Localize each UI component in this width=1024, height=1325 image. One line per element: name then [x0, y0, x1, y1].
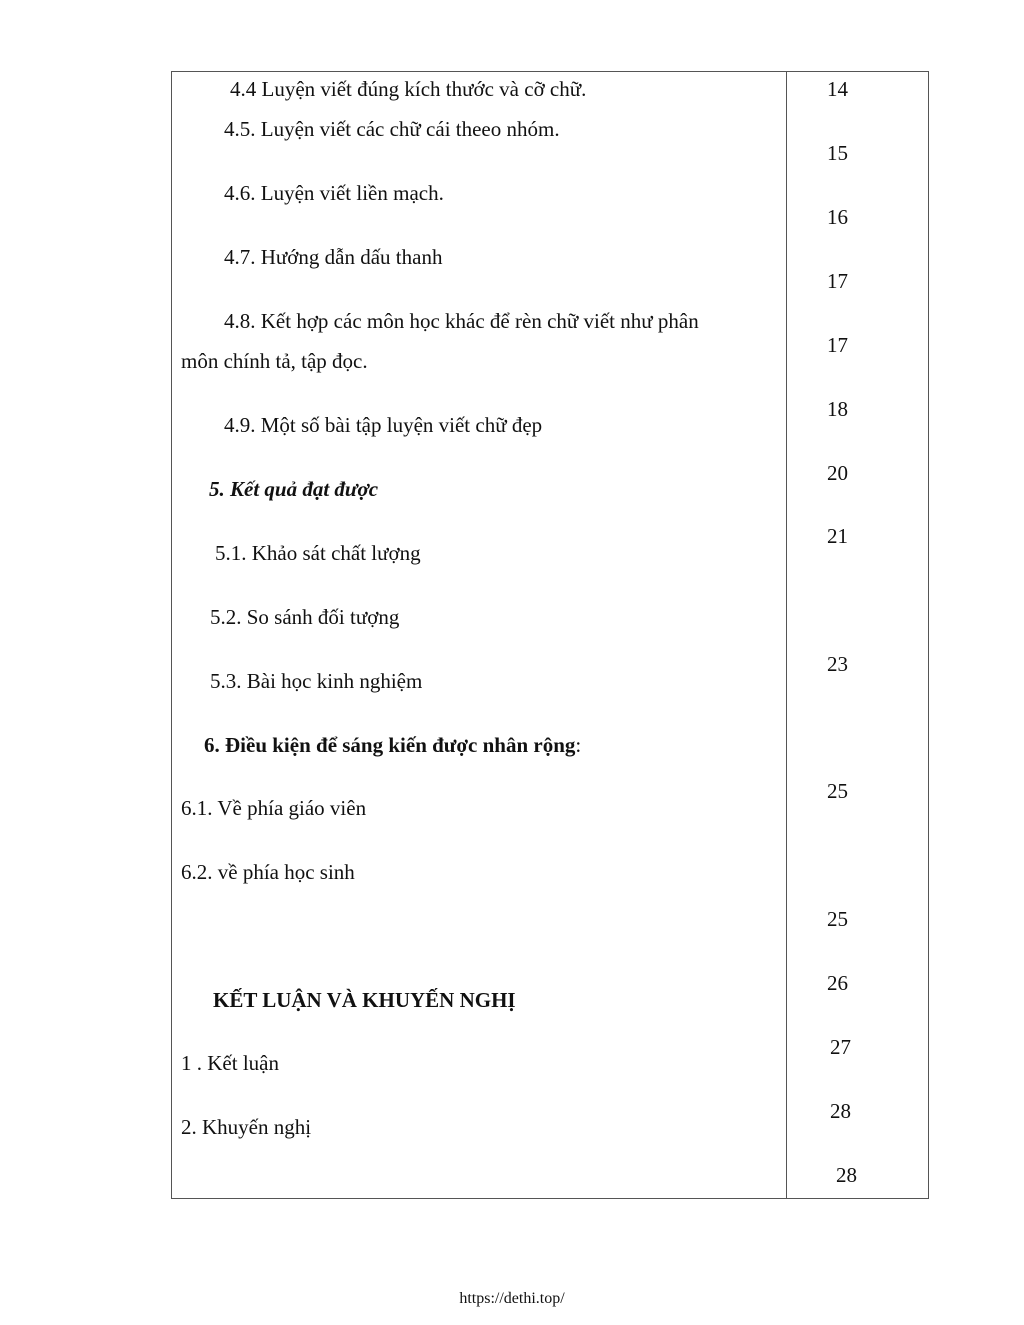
page-number: 14	[827, 77, 848, 101]
footer-url: https://dethi.top/	[459, 1290, 565, 1307]
toc-entry-6-1: 6.1. Về phía giáo viên	[181, 796, 367, 820]
page-number: 18	[827, 397, 848, 421]
toc-entry-4-5: 4.5. Luyện viết các chữ cái theeo nhóm.	[224, 117, 560, 141]
toc-section-5: 5. Kết quả đạt được	[209, 477, 379, 501]
page-number: 27	[830, 1035, 851, 1059]
toc-entry-4-7: 4.7. Hướng dẫn dấu thanh	[224, 245, 443, 269]
page-number: 25	[827, 907, 848, 931]
page-number: 15	[827, 141, 848, 165]
toc-entry-5-2: 5.2. So sánh đối tượng	[210, 605, 400, 629]
toc-entry-6-2: 6.2. về phía học sinh	[181, 860, 355, 884]
page-number: 17	[827, 269, 848, 293]
toc-entry-4-9: 4.9. Một số bài tập luyện viết chữ đẹp	[224, 413, 543, 437]
page-number: 28	[836, 1163, 857, 1187]
toc-entry-recommendation: 2. Khuyến nghị	[181, 1115, 312, 1139]
toc-section-6-colon: :	[575, 733, 582, 757]
page-number: 20	[827, 461, 848, 485]
toc-section-conclusion: KẾT LUẬN VÀ KHUYẾN NGHỊ	[213, 988, 516, 1012]
toc-section-6-title: 6. Điều kiện để sáng kiến được nhân rộng	[204, 733, 576, 757]
toc-entry-4-8-continued: môn chính tả, tập đọc.	[181, 349, 368, 373]
page-number: 17	[827, 333, 848, 357]
page-number: 25	[827, 779, 848, 803]
toc-section-6	[204, 733, 581, 757]
toc-entry-5-3: 5.3. Bài học kinh nghiệm	[210, 669, 423, 693]
page-number: 28	[830, 1099, 851, 1123]
toc-entry-4-4: 4.4 Luyện viết đúng kích thước và cỡ chữ.	[230, 77, 587, 101]
page-number: 23	[827, 652, 848, 676]
page-number: 21	[827, 524, 848, 548]
toc-entry-4-8: 4.8. Kết hợp các môn học khác để rèn chữ viết như phân	[224, 309, 699, 333]
toc-entry-5-1: 5.1. Khảo sát chất lượng	[215, 541, 421, 565]
page-number: 16	[827, 205, 848, 229]
toc-table	[171, 71, 929, 1199]
page-number: 26	[827, 971, 848, 995]
toc-entry-conclusion: 1 . Kết luận	[181, 1051, 279, 1075]
toc-entry-4-6: 4.6. Luyện viết liền mạch.	[224, 181, 444, 205]
column-divider	[786, 72, 787, 1198]
